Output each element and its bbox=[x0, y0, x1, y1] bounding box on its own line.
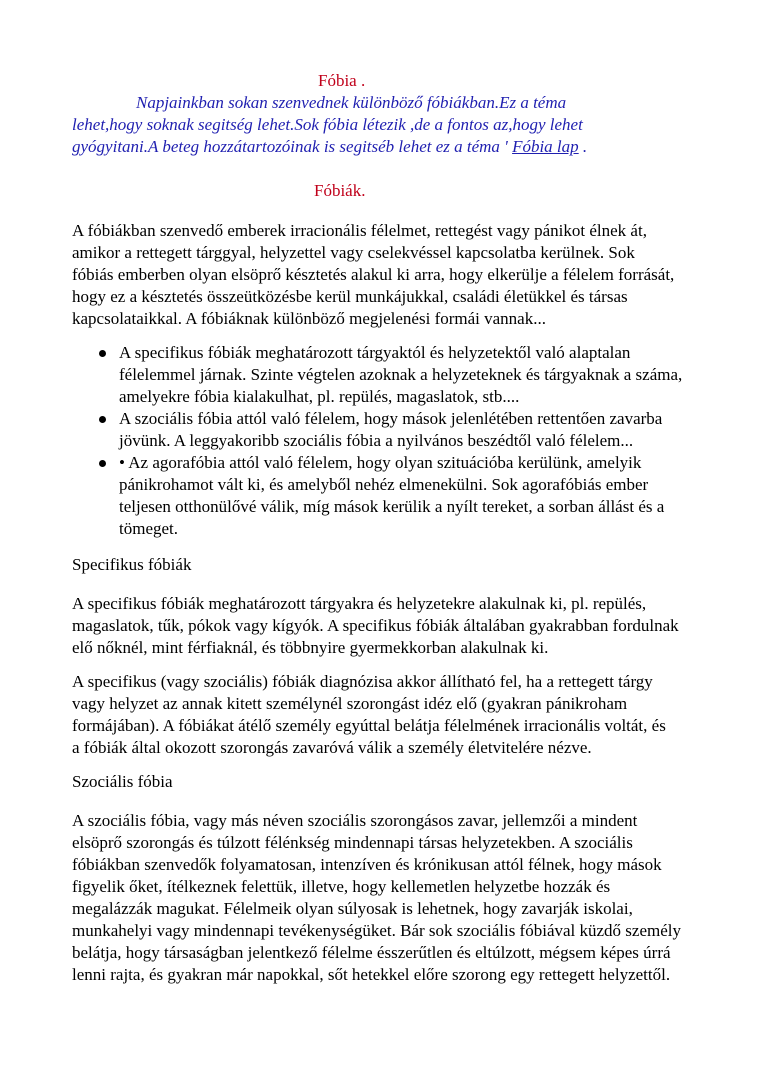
page-title: Fóbia . bbox=[318, 71, 366, 90]
bullet-icon bbox=[99, 460, 106, 467]
document-page bbox=[72, 70, 768, 986]
text-line: vagy helyzet az annak kitett személynél szorongást idéz elő (gyakran pánikroham bbox=[72, 694, 628, 713]
intro-paragraph bbox=[72, 92, 768, 158]
text-line: A szociális fóbia, vagy más néven szociális szorongásos zavar, jellemzői a mindent bbox=[72, 811, 638, 830]
heading-szocialis: Szociális fóbia bbox=[72, 772, 173, 791]
text-line: lenni rajta, és gyakran már napokkal, sőt hetekkel előre szorong egy rettegett helyzettől. bbox=[72, 965, 671, 984]
text-line: fóbiás emberben olyan elsöprő késztetés alakul ki arra, hogy elkerülje a félelem forrását, bbox=[72, 265, 675, 284]
text-line: elsöprő szorongás és túlzott félénkség mindennapi társas helyzetekben. A szociális bbox=[72, 833, 633, 852]
text-line: megalázzák magukat. Félelmeik olyan súlyosak is lehetnek, hogy zavarják iskolai, bbox=[72, 899, 633, 918]
text-line: • Az agorafóbia attól való félelem, hogy olyan szituációba kerülünk, amelyik bbox=[119, 453, 642, 472]
text-line: A szociális fóbia attól való félelem, hogy mások jelenlétében rettentően zavarba bbox=[119, 409, 663, 428]
bullet-icon bbox=[99, 416, 106, 423]
text-line: elő nőknél, mint férfiaknál, és többnyire gyermekkorban alakulnak ki. bbox=[72, 638, 549, 657]
text-line: amelyekre fóbia kialakulhat, pl. repülés, magaslatok, stb.... bbox=[119, 387, 520, 406]
bullet-icon bbox=[99, 350, 106, 357]
intro-line-text: gyógyitani.A beteg hozzátartozóinak is segitséb lehet ez a téma ' bbox=[72, 137, 513, 156]
section-title: Fóbiák. bbox=[314, 181, 366, 200]
fobia-lap-link[interactable]: Fóbia lap bbox=[512, 137, 579, 156]
text-line: amikor a rettegett tárggyal, helyzettel vagy cselekvéssel kapcsolatba kerülnek. Sok bbox=[72, 243, 635, 262]
intro-line bbox=[72, 136, 768, 158]
text-line: figyelik őket, ítélkeznek felettük, illetve, hogy kellemetlen helyzetbe hozzák és bbox=[72, 877, 611, 896]
list-item bbox=[72, 408, 768, 452]
list-item bbox=[72, 342, 768, 408]
text-line: A specifikus fóbiák meghatározott tárgyakra és helyzetekre alakulnak ki, pl. repülés, bbox=[72, 594, 647, 613]
intro-line: Napjainkban sokan szenvednek különböző fóbiákban.Ez a téma bbox=[136, 93, 567, 112]
paragraph-specifikus bbox=[72, 593, 768, 659]
text-line: félelemmel járnak. Szinte végtelen azoknak a helyzeteknek és tárgyaknak a száma, bbox=[119, 365, 683, 384]
heading-specifikus: Specifikus fóbiák bbox=[72, 555, 192, 574]
list-item bbox=[72, 452, 768, 540]
text-line: magaslatok, tűk, pókok vagy kígyók. A specifikus fóbiák általában gyakrabban fordulnak bbox=[72, 616, 679, 635]
text-line: A specifikus fóbiák meghatározott tárgyaktól és helyzetektől való alaptalan bbox=[119, 343, 631, 362]
text-line: formájában). A fóbiákat átélő személy egyúttal belátja félelmének irracionális voltát, és bbox=[72, 716, 666, 735]
text-line: a fóbiák által okozott szorongás zavaróvá válik a személy életvitelére nézve. bbox=[72, 738, 592, 757]
text-line: A specifikus (vagy szociális) fóbiák diagnózisa akkor állítható fel, ha a rettegett tárgy bbox=[72, 672, 653, 691]
text-line: teljesen otthonülővé válik, míg mások kerülik a nyílt tereket, a sorban állást és a bbox=[119, 497, 665, 516]
text-line: fóbiákban szenvedők folyamatosan, intenzíven és krónikusan attól félnek, hogy mások bbox=[72, 855, 662, 874]
text-line: kapcsolataikkal. A fóbiáknak különböző megjelenési formái vannak... bbox=[72, 309, 546, 328]
text-line: tömeget. bbox=[119, 519, 179, 538]
intro-line-end: . bbox=[578, 137, 588, 156]
text-line: hogy ez a késztetés összeütközésbe kerül munkájukkal, családi életükkel és társas bbox=[72, 287, 628, 306]
text-line: munkahelyi vagy mindennapi tevékenységüket. Bár sok szociális fóbiával küzdő személy bbox=[72, 921, 681, 940]
text-line: A fóbiákban szenvedő emberek irracionális félelmet, rettegést vagy pánikot élnek át, bbox=[72, 221, 647, 240]
paragraph-fobiak bbox=[72, 220, 768, 330]
text-line: belátja, hogy társaságban jelentkező félelme ésszerűtlen és eltúlzott, mégsem képes úrrá bbox=[72, 943, 671, 962]
paragraph-diagnozis bbox=[72, 671, 768, 759]
paragraph-szocialis bbox=[72, 810, 768, 986]
bullet-list bbox=[72, 342, 768, 540]
text-line: jövünk. A leggyakoribb szociális fóbia a nyilvános beszédtől való félelem... bbox=[119, 431, 634, 450]
intro-line: lehet,hogy soknak segitség lehet.Sok fóbia létezik ,de a fontos az,hogy lehet bbox=[72, 115, 583, 134]
text-line: pánikrohamot vált ki, és amelyből nehéz elmenekülni. Sok agorafóbiás ember bbox=[119, 475, 649, 494]
